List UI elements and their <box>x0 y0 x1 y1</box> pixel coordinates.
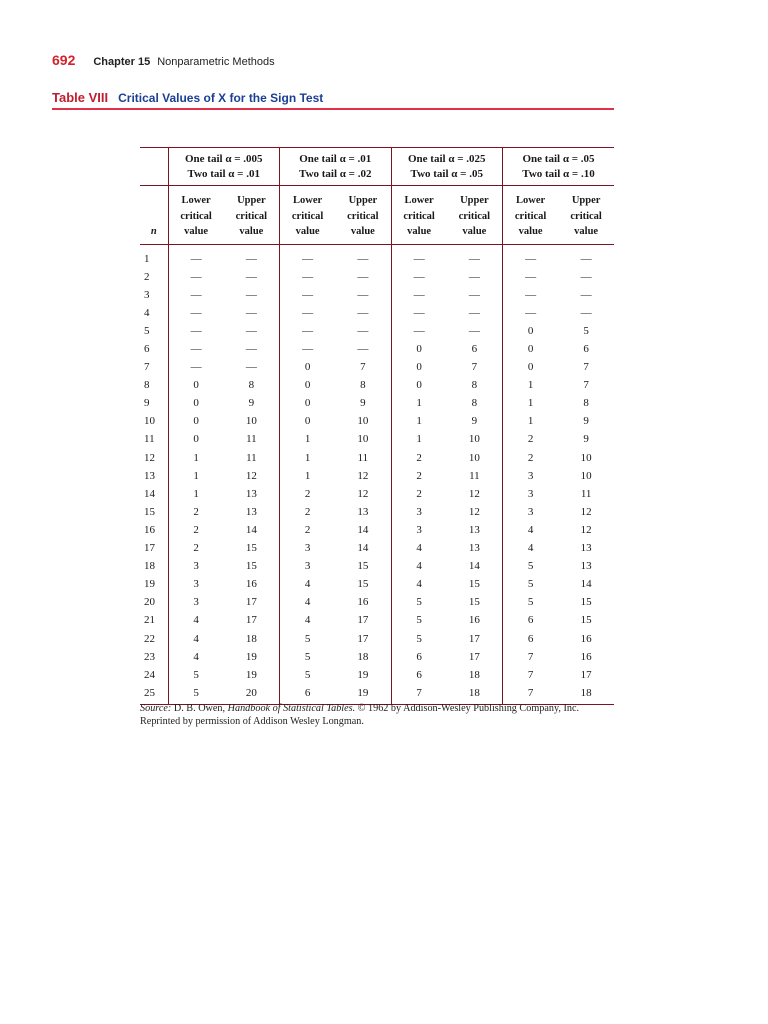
upper-critical-value-cell: 13 <box>224 485 280 503</box>
table-row <box>140 629 614 647</box>
upper-critical-value-cell: 13 <box>224 503 280 521</box>
upper-critical-value-cell: 17 <box>447 629 503 647</box>
sample-size-cell: 13 <box>140 467 168 485</box>
upper-critical-value-cell: — <box>335 244 391 268</box>
source-book-title: Handbook of Statistical Tables. <box>227 703 356 714</box>
lower-critical-value-cell: 1 <box>527 415 534 428</box>
upper-critical-value-cell: 12 <box>447 503 503 521</box>
lower-critical-value-cell: 4 <box>193 632 199 645</box>
alpha-header-row <box>140 148 614 186</box>
two-tail-label: Two tail α = .05 <box>410 168 483 180</box>
upper-critical-value-cell: 14 <box>580 578 592 591</box>
alpha-group-header <box>391 148 503 186</box>
lower-critical-value-cell: 2 <box>304 523 311 536</box>
upper-critical-value-cell: 7 <box>447 358 503 376</box>
lower-critical-value-cell: 7 <box>391 684 447 705</box>
upper-critical-value-cell: 19 <box>335 684 391 705</box>
upper-critical-value-cell: 12 <box>580 523 592 536</box>
lower-critical-value-cell: — <box>190 306 202 319</box>
lower-critical-value-cell: — <box>525 306 537 319</box>
lower-critical-value-cell: 5 <box>304 668 311 681</box>
chapter-label: Chapter 15 <box>93 56 151 68</box>
upper-critical-value-cell: 16 <box>447 611 503 629</box>
sign-test-table <box>140 147 614 705</box>
lower-critical-value-cell: 0 <box>193 433 199 446</box>
upper-critical-value-cell: 15 <box>447 575 503 593</box>
upper-critical-value-cell: 19 <box>224 666 280 684</box>
upper-critical-value-cell: 11 <box>224 449 280 467</box>
upper-critical-header: Upper critical value <box>558 186 614 245</box>
lower-critical-value-cell: 3 <box>416 505 422 518</box>
caption-rule <box>52 108 614 110</box>
sample-size-cell: 3 <box>140 286 168 304</box>
upper-critical-value-cell: 17 <box>224 611 280 629</box>
lower-critical-value-cell: 0 <box>527 343 534 356</box>
upper-critical-value-cell: 8 <box>447 394 503 412</box>
upper-critical-value-cell: 12 <box>447 485 503 503</box>
lower-critical-value-cell: 2 <box>304 487 311 500</box>
lower-critical-value-cell: 5 <box>416 632 422 645</box>
lower-critical-value-cell: 0 <box>416 361 422 374</box>
lower-critical-value-cell: 0 <box>193 397 199 410</box>
upper-critical-value-cell: 6 <box>583 343 589 356</box>
lower-critical-value-cell: 3 <box>527 469 534 482</box>
table-row <box>140 268 614 286</box>
lower-critical-value-cell: — <box>190 252 202 265</box>
upper-critical-value-cell: 15 <box>224 557 280 575</box>
lower-critical-value-cell: 5 <box>527 596 534 609</box>
sample-size-cell: 6 <box>140 340 168 358</box>
table-row <box>140 376 614 394</box>
table-row <box>140 322 614 340</box>
lower-critical-value-cell: 0 <box>304 397 311 410</box>
upper-critical-value-cell: 14 <box>335 521 391 539</box>
two-tail-label: Two tail α = .10 <box>522 168 595 180</box>
table-row <box>140 593 614 611</box>
upper-critical-value-cell: 17 <box>224 593 280 611</box>
upper-critical-value-cell: 8 <box>224 376 280 394</box>
lower-critical-value-cell: 2 <box>527 451 534 464</box>
lower-critical-value-cell: 4 <box>304 614 311 627</box>
upper-critical-value-cell: 14 <box>335 539 391 557</box>
sample-size-cell: 20 <box>140 593 168 611</box>
table-body <box>140 244 614 704</box>
one-tail-label: One tail α = .01 <box>299 153 372 165</box>
lower-critical-value-cell: 5 <box>193 668 199 681</box>
upper-critical-value-cell: 15 <box>335 575 391 593</box>
upper-critical-header: Upper critical value <box>447 186 503 245</box>
upper-critical-header: Upper critical value <box>224 186 280 245</box>
lower-critical-value-cell: 3 <box>193 596 199 609</box>
upper-critical-value-cell: 15 <box>335 557 391 575</box>
upper-critical-value-cell: 13 <box>335 503 391 521</box>
table-row <box>140 244 614 268</box>
lower-critical-value-cell: 0 <box>416 343 422 356</box>
sample-size-cell: 4 <box>140 304 168 322</box>
lower-critical-value-cell: 0 <box>193 415 199 428</box>
lower-critical-value-cell: 2 <box>527 433 534 446</box>
lower-critical-value-cell: — <box>190 324 202 337</box>
upper-critical-value-cell: — <box>224 268 280 286</box>
lower-critical-value-cell: 1 <box>416 433 422 446</box>
sample-size-cell: 8 <box>140 376 168 394</box>
upper-critical-value-cell: — <box>580 288 592 301</box>
lower-critical-value-cell: 4 <box>527 523 534 536</box>
lower-critical-value-cell: 5 <box>304 650 311 663</box>
upper-critical-value-cell: — <box>224 358 280 376</box>
table-title: Critical Values of X for the Sign Test <box>118 91 324 105</box>
upper-critical-value-cell: 15 <box>580 596 592 609</box>
upper-critical-value-cell: 8 <box>583 397 589 410</box>
table-row <box>140 358 614 376</box>
n-header-spacer <box>140 148 168 186</box>
sample-size-cell: 25 <box>140 684 168 705</box>
upper-critical-value-cell: — <box>224 340 280 358</box>
table-row <box>140 503 614 521</box>
lower-critical-value-cell: 5 <box>304 632 311 645</box>
lower-critical-value-cell: — <box>413 324 425 337</box>
upper-critical-value-cell: 13 <box>447 539 503 557</box>
lower-critical-value-cell: 0 <box>416 379 422 392</box>
upper-critical-value-cell: — <box>224 244 280 268</box>
lower-critical-value-cell: 4 <box>304 596 311 609</box>
table-row <box>140 485 614 503</box>
lower-critical-value-cell: 2 <box>416 487 422 500</box>
lower-critical-value-cell: 1 <box>304 469 311 482</box>
upper-critical-value-cell: 12 <box>224 467 280 485</box>
table-row <box>140 648 614 666</box>
one-tail-label: One tail α = .05 <box>522 153 595 165</box>
source-label: Source: <box>140 703 172 714</box>
upper-critical-value-cell: 16 <box>580 632 592 645</box>
source-copyright: © 1962 by Addison-Wesley Publishing Company, Inc. Reprinted by permission of Addison Wesley Longman. <box>140 703 580 727</box>
table-number: Table VIII <box>52 90 109 105</box>
lower-critical-value-cell: 1 <box>416 415 422 428</box>
sample-size-cell: 16 <box>140 521 168 539</box>
sample-size-cell: 15 <box>140 503 168 521</box>
sample-size-cell: 11 <box>140 430 168 448</box>
sample-size-cell: 24 <box>140 666 168 684</box>
upper-critical-value-cell: 17 <box>447 648 503 666</box>
upper-critical-value-cell: 10 <box>224 412 280 430</box>
page-number: 692 <box>52 52 76 68</box>
upper-critical-value-cell: 20 <box>224 684 280 705</box>
upper-critical-value-cell: — <box>580 270 592 283</box>
upper-critical-value-cell: 9 <box>583 415 589 428</box>
lower-critical-value-cell: 6 <box>416 668 422 681</box>
lower-critical-value-cell: 7 <box>503 684 559 705</box>
lower-critical-value-cell: — <box>190 270 202 283</box>
column-header-row <box>140 186 614 245</box>
lower-critical-value-cell: 2 <box>193 542 199 555</box>
upper-critical-value-cell: — <box>580 252 592 265</box>
lower-critical-value-cell: 1 <box>416 397 422 410</box>
lower-critical-value-cell: — <box>413 306 425 319</box>
lower-critical-value-cell: 0 <box>304 379 311 392</box>
upper-critical-value-cell: 7 <box>335 358 391 376</box>
lower-critical-value-cell: — <box>525 252 537 265</box>
table-row <box>140 575 614 593</box>
table-row <box>140 611 614 629</box>
lower-critical-value-cell: 5 <box>168 684 224 705</box>
lower-critical-value-cell: 1 <box>193 487 199 500</box>
lower-critical-value-cell: 1 <box>527 379 534 392</box>
lower-critical-value-cell: 5 <box>527 578 534 591</box>
alpha-group-header <box>503 148 615 186</box>
lower-critical-value-cell: 0 <box>304 361 311 374</box>
table-row <box>140 430 614 448</box>
upper-critical-value-cell: 8 <box>335 376 391 394</box>
upper-critical-value-cell: 16 <box>224 575 280 593</box>
upper-critical-value-cell: — <box>335 286 391 304</box>
upper-critical-value-cell: 15 <box>224 539 280 557</box>
sample-size-cell: 10 <box>140 412 168 430</box>
lower-critical-value-cell: 2 <box>193 505 199 518</box>
lower-critical-value-cell: 4 <box>193 614 199 627</box>
lower-critical-value-cell: 3 <box>304 560 311 573</box>
table-row <box>140 557 614 575</box>
upper-critical-value-cell: 18 <box>224 629 280 647</box>
upper-critical-value-cell: — <box>580 306 592 319</box>
upper-critical-value-cell: 15 <box>580 614 592 627</box>
upper-critical-value-cell: — <box>335 322 391 340</box>
sample-size-cell: 7 <box>140 358 168 376</box>
upper-critical-value-cell: 17 <box>335 629 391 647</box>
table-row <box>140 467 614 485</box>
lower-critical-value-cell: 4 <box>416 542 422 555</box>
upper-critical-value-cell: 11 <box>447 467 503 485</box>
upper-critical-value-cell: — <box>335 340 391 358</box>
upper-critical-value-cell: 10 <box>335 412 391 430</box>
sample-size-cell: 14 <box>140 485 168 503</box>
lower-critical-value-cell: 1 <box>304 451 311 464</box>
source-note <box>140 702 618 728</box>
upper-critical-value-cell: 10 <box>447 449 503 467</box>
lower-critical-header: Lower critical value <box>503 186 559 245</box>
table-row <box>140 521 614 539</box>
upper-critical-value-cell: — <box>224 304 280 322</box>
upper-critical-value-cell: 9 <box>447 412 503 430</box>
sample-size-cell: 17 <box>140 539 168 557</box>
upper-critical-value-cell: 19 <box>335 666 391 684</box>
upper-critical-value-cell: 15 <box>447 593 503 611</box>
upper-critical-value-cell: — <box>335 268 391 286</box>
table-row <box>140 449 614 467</box>
upper-critical-value-cell: 10 <box>335 430 391 448</box>
upper-critical-value-cell: — <box>224 322 280 340</box>
lower-critical-value-cell: 1 <box>193 451 199 464</box>
sample-size-cell: 18 <box>140 557 168 575</box>
upper-critical-value-cell: 17 <box>335 611 391 629</box>
lower-critical-value-cell: 1 <box>527 397 534 410</box>
upper-critical-value-cell: 18 <box>558 684 614 705</box>
one-tail-label: One tail α = .005 <box>185 153 263 165</box>
table-row <box>140 666 614 684</box>
upper-critical-value-cell: 19 <box>224 648 280 666</box>
one-tail-label: One tail α = .025 <box>408 153 486 165</box>
upper-critical-value-cell: 13 <box>580 542 592 555</box>
lower-critical-value-cell: 3 <box>527 487 534 500</box>
lower-critical-value-cell: 3 <box>416 523 422 536</box>
table-row <box>140 394 614 412</box>
upper-critical-value-cell: 11 <box>580 487 592 500</box>
lower-critical-value-cell: 1 <box>304 433 311 446</box>
lower-critical-value-cell: 2 <box>193 523 199 536</box>
lower-critical-value-cell: 1 <box>193 469 199 482</box>
lower-critical-value-cell: — <box>302 288 314 301</box>
upper-critical-value-cell: 18 <box>335 648 391 666</box>
upper-critical-value-cell: 9 <box>335 394 391 412</box>
upper-critical-value-cell: 12 <box>335 467 391 485</box>
n-column-header: n <box>140 186 168 245</box>
lower-critical-value-cell: — <box>413 270 425 283</box>
upper-critical-value-cell: — <box>447 244 503 268</box>
sample-size-cell: 9 <box>140 394 168 412</box>
upper-critical-value-cell: 9 <box>583 433 589 446</box>
lower-critical-value-cell: 6 <box>280 684 336 705</box>
lower-critical-value-cell: — <box>190 288 202 301</box>
upper-critical-value-cell: 18 <box>447 684 503 705</box>
upper-critical-value-cell: — <box>447 268 503 286</box>
upper-critical-value-cell: 7 <box>583 361 589 374</box>
lower-critical-header: Lower critical value <box>168 186 224 245</box>
sample-size-cell: 1 <box>140 244 168 268</box>
upper-critical-value-cell: — <box>447 322 503 340</box>
two-tail-label: Two tail α = .01 <box>187 168 260 180</box>
lower-critical-value-cell: — <box>525 270 537 283</box>
upper-critical-value-cell: 11 <box>224 430 280 448</box>
upper-critical-value-cell: 13 <box>447 521 503 539</box>
lower-critical-value-cell: 3 <box>193 578 199 591</box>
two-tail-label: Two tail α = .02 <box>299 168 372 180</box>
lower-critical-header: Lower critical value <box>280 186 336 245</box>
table-row <box>140 286 614 304</box>
lower-critical-value-cell: 0 <box>527 324 534 337</box>
alpha-group-header <box>280 148 392 186</box>
lower-critical-value-cell: 4 <box>527 542 534 555</box>
lower-critical-value-cell: — <box>413 288 425 301</box>
lower-critical-value-cell: 5 <box>416 614 422 627</box>
running-head <box>52 52 275 68</box>
lower-critical-value-cell: — <box>190 343 202 356</box>
upper-critical-value-cell: — <box>335 304 391 322</box>
lower-critical-value-cell: — <box>413 252 425 265</box>
lower-critical-value-cell: 2 <box>416 469 422 482</box>
lower-critical-value-cell: 7 <box>527 668 534 681</box>
lower-critical-value-cell: 7 <box>527 650 534 663</box>
upper-critical-value-cell: 16 <box>335 593 391 611</box>
table-caption <box>52 90 323 105</box>
lower-critical-value-cell: — <box>302 324 314 337</box>
lower-critical-value-cell: 6 <box>527 614 534 627</box>
alpha-group-header <box>168 148 280 186</box>
upper-critical-value-cell: 14 <box>224 521 280 539</box>
upper-critical-value-cell: 10 <box>580 469 592 482</box>
upper-critical-value-cell: — <box>224 286 280 304</box>
lower-critical-value-cell: — <box>302 306 314 319</box>
sample-size-cell: 22 <box>140 629 168 647</box>
lower-critical-value-cell: 5 <box>527 560 534 573</box>
source-author: D. B. Owen, <box>173 703 226 714</box>
upper-critical-value-cell: 16 <box>580 650 592 663</box>
lower-critical-value-cell: — <box>190 361 202 374</box>
lower-critical-header: Lower critical value <box>391 186 447 245</box>
lower-critical-value-cell: 4 <box>416 560 422 573</box>
lower-critical-value-cell: 4 <box>416 578 422 591</box>
lower-critical-value-cell: 6 <box>527 632 534 645</box>
lower-critical-value-cell: 3 <box>304 542 311 555</box>
upper-critical-value-cell: 17 <box>580 668 592 681</box>
lower-critical-value-cell: 2 <box>416 451 422 464</box>
chapter-title: Nonparametric Methods <box>157 56 275 68</box>
sample-size-cell: 19 <box>140 575 168 593</box>
upper-critical-value-cell: 7 <box>583 379 589 392</box>
lower-critical-value-cell: 0 <box>304 415 311 428</box>
upper-critical-value-cell: 10 <box>580 451 592 464</box>
lower-critical-value-cell: 6 <box>416 650 422 663</box>
sample-size-cell: 5 <box>140 322 168 340</box>
upper-critical-value-cell: 9 <box>224 394 280 412</box>
sample-size-cell: 21 <box>140 611 168 629</box>
lower-critical-value-cell: — <box>302 270 314 283</box>
lower-critical-value-cell: 4 <box>193 650 199 663</box>
lower-critical-value-cell: 5 <box>416 596 422 609</box>
upper-critical-value-cell: 12 <box>580 505 592 518</box>
upper-critical-value-cell: 8 <box>447 376 503 394</box>
upper-critical-value-cell: 13 <box>580 560 592 573</box>
upper-critical-value-cell: — <box>447 286 503 304</box>
lower-critical-value-cell: 0 <box>193 379 199 392</box>
upper-critical-value-cell: 14 <box>447 557 503 575</box>
table-row <box>140 412 614 430</box>
upper-critical-value-cell: 11 <box>335 449 391 467</box>
table-row <box>140 304 614 322</box>
sample-size-cell: 2 <box>140 268 168 286</box>
lower-critical-value-cell: 3 <box>527 505 534 518</box>
upper-critical-header: Upper critical value <box>335 186 391 245</box>
upper-critical-value-cell: 5 <box>583 324 589 337</box>
table-row <box>140 539 614 557</box>
lower-critical-value-cell: 3 <box>193 560 199 573</box>
table-row <box>140 340 614 358</box>
upper-critical-value-cell: 10 <box>447 430 503 448</box>
lower-critical-value-cell: 4 <box>304 578 311 591</box>
upper-critical-value-cell: 12 <box>335 485 391 503</box>
lower-critical-value-cell: — <box>302 343 314 356</box>
lower-critical-value-cell: 0 <box>527 361 534 374</box>
upper-critical-value-cell: 6 <box>447 340 503 358</box>
upper-critical-value-cell: 18 <box>447 666 503 684</box>
lower-critical-value-cell: 2 <box>304 505 311 518</box>
lower-critical-value-cell: — <box>525 288 537 301</box>
upper-critical-value-cell: — <box>447 304 503 322</box>
lower-critical-value-cell: — <box>302 252 314 265</box>
sample-size-cell: 23 <box>140 648 168 666</box>
sample-size-cell: 12 <box>140 449 168 467</box>
